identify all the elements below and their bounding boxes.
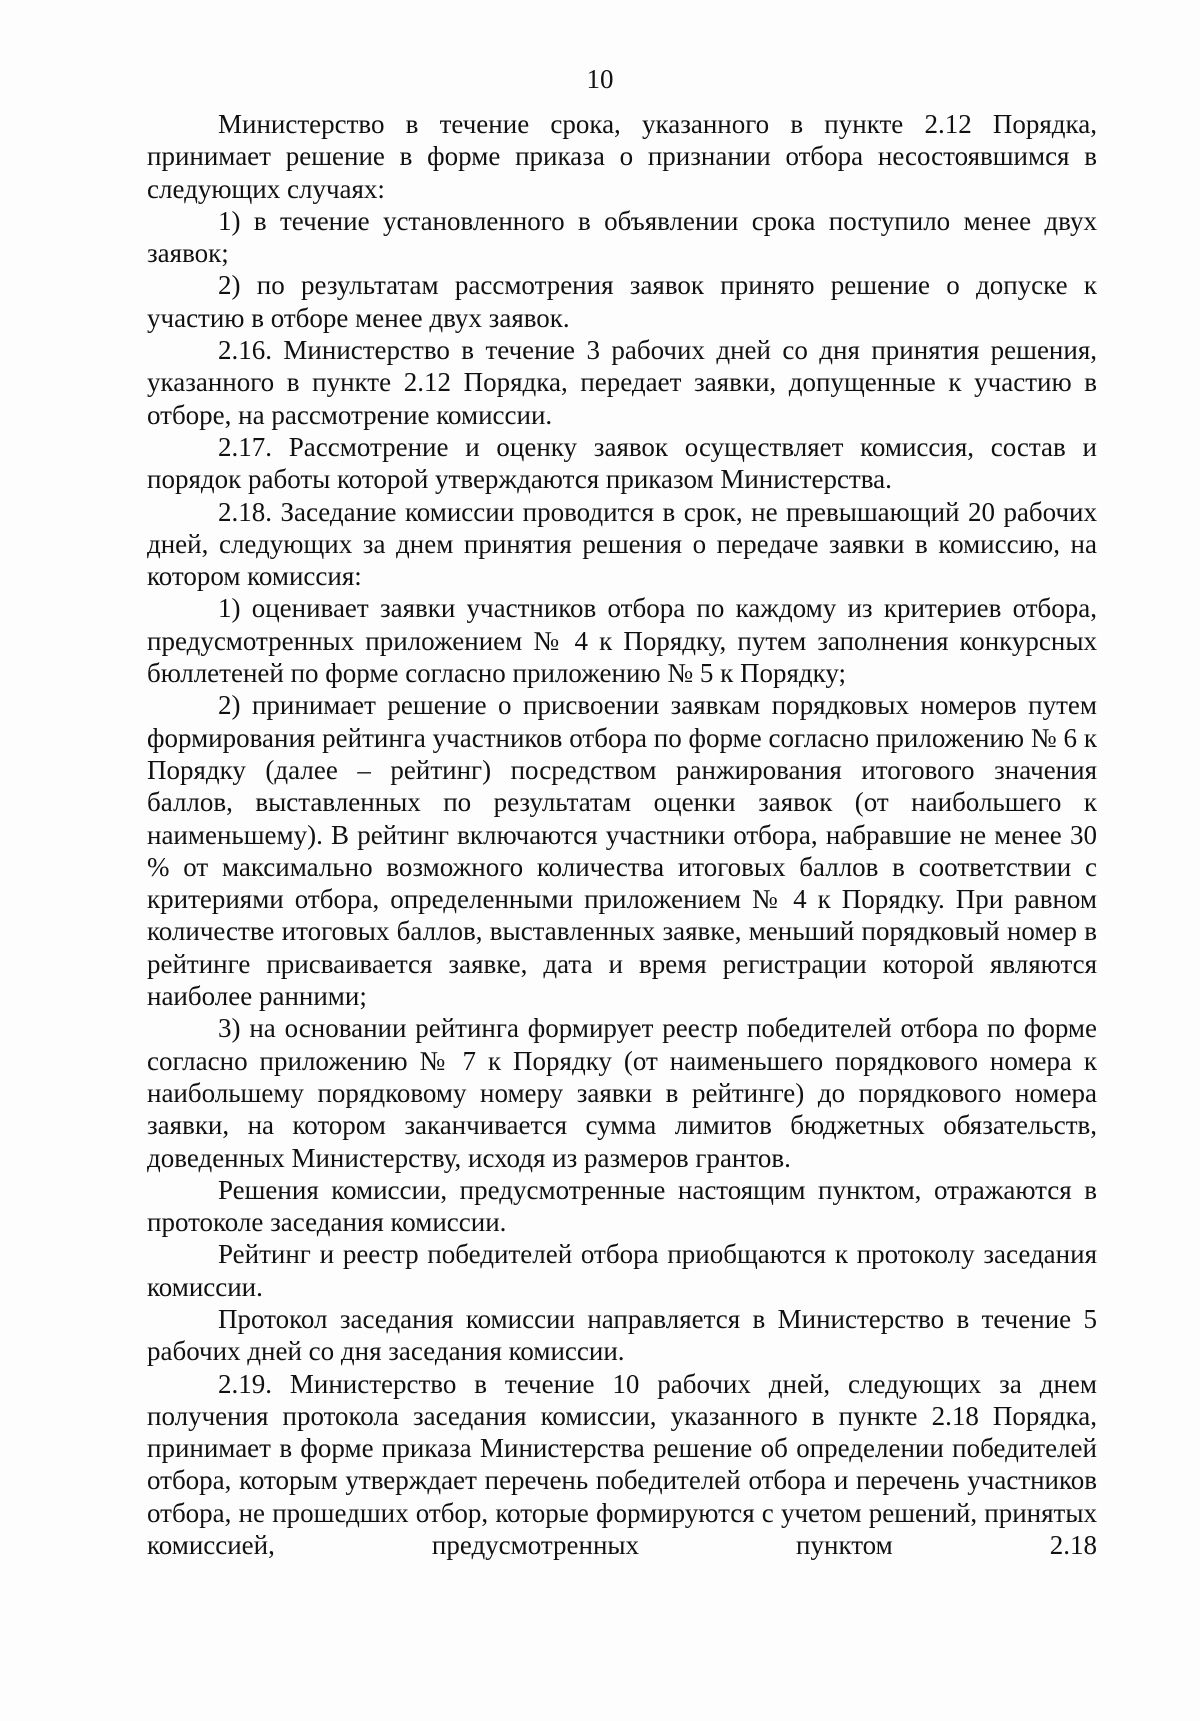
document-body bbox=[147, 108, 1097, 1561]
paragraph: 2.16. Министерство в течение 3 рабочих дней со дня принятия решения, указанного в пункте 2.12 Порядка, передает заявки, допущенные к участию в отборе, на рассмотрение комиссии. bbox=[147, 335, 1097, 430]
paragraph: 2.17. Рассмотрение и оценку заявок осуществляет комиссия, состав и порядок работы которой утверждаются приказом Министерства. bbox=[147, 431, 1097, 495]
paragraph: 2.18. Заседание комиссии проводится в срок, не превышающий 20 рабочих дней, следующих за днем принятия решения о передаче заявки в комиссию, на котором комиссия: bbox=[147, 496, 1097, 592]
paragraph: 2.19. Министерство в течение 10 рабочих дней, следующих за днем получения протокола заседания комиссии, указанного в пункте 2.18 Порядка, принимает в форме приказа Министерства решение об определении победителей отбора, которым утверждает перечень победителей отбора и перечень участников отбора, не прошедших отбор, которые формируются с учетом решений, принятых комиссией, предусмотренных пунктом 2.18 bbox=[147, 1368, 1097, 1561]
paragraph: 2) принимает решение о присвоении заявкам порядковых номеров путем формирования рейтинга участников отбора по форме согласно приложению № 6 к Порядку (далее – рейтинг) посредством ранжирования итогового значения баллов, выставленных по результатам оценки заявок (от наибольшего к наименьшему). В рейтинг включаются участники отбора, набравшие не менее 30 % от максимально возможного количества итоговых баллов в соответствии с критериями отбора, определенными приложением № 4 к Порядку. При равном количестве итоговых баллов, выставленных заявке, меньший порядковый номер в рейтинге присваивается заявке, дата и время регистрации которой являются наиболее ранними; bbox=[147, 690, 1097, 1012]
page-number: 10 bbox=[586, 64, 614, 94]
paragraph: Рейтинг и реестр победителей отбора приобщаются к протоколу заседания комиссии. bbox=[147, 1239, 1097, 1302]
paragraph: Решения комиссии, предусмотренные настоящим пунктом, отражаются в протоколе заседания комиссии. bbox=[147, 1174, 1097, 1238]
paragraph: Протокол заседания комиссии направляется в Министерство в течение 5 рабочих дней со дня заседания комиссии. bbox=[147, 1303, 1097, 1367]
paragraph: 2) по результатам рассмотрения заявок принято решение о допуске к участию в отборе менее двух заявок. bbox=[147, 270, 1097, 333]
paragraph: 1) оценивает заявки участников отбора по каждому из критериев отбора, предусмотренных приложением № 4 к Порядку, путем заполнения конкурсных бюллетеней по форме согласно приложению № 5 к Порядку; bbox=[147, 593, 1097, 689]
paragraph: Министерство в течение срока, указанного в пункте 2.12 Порядка, принимает решение в форме приказа о признании отбора несостоявшимся в следующих случаях: bbox=[147, 109, 1097, 204]
paragraph: 1) в течение установленного в объявлении срока поступило менее двух заявок; bbox=[147, 205, 1097, 269]
paragraph: 3) на основании рейтинга формирует реестр победителей отбора по форме согласно приложению № 7 к Порядку (от наименьшего порядкового номера к наибольшему порядковому номеру заявки в рейтинге) до порядкового номера заявки, на котором заканчивается сумма лимитов бюджетных обязательств, доведенных Министерству, исходя из размеров грантов. bbox=[147, 1013, 1097, 1173]
